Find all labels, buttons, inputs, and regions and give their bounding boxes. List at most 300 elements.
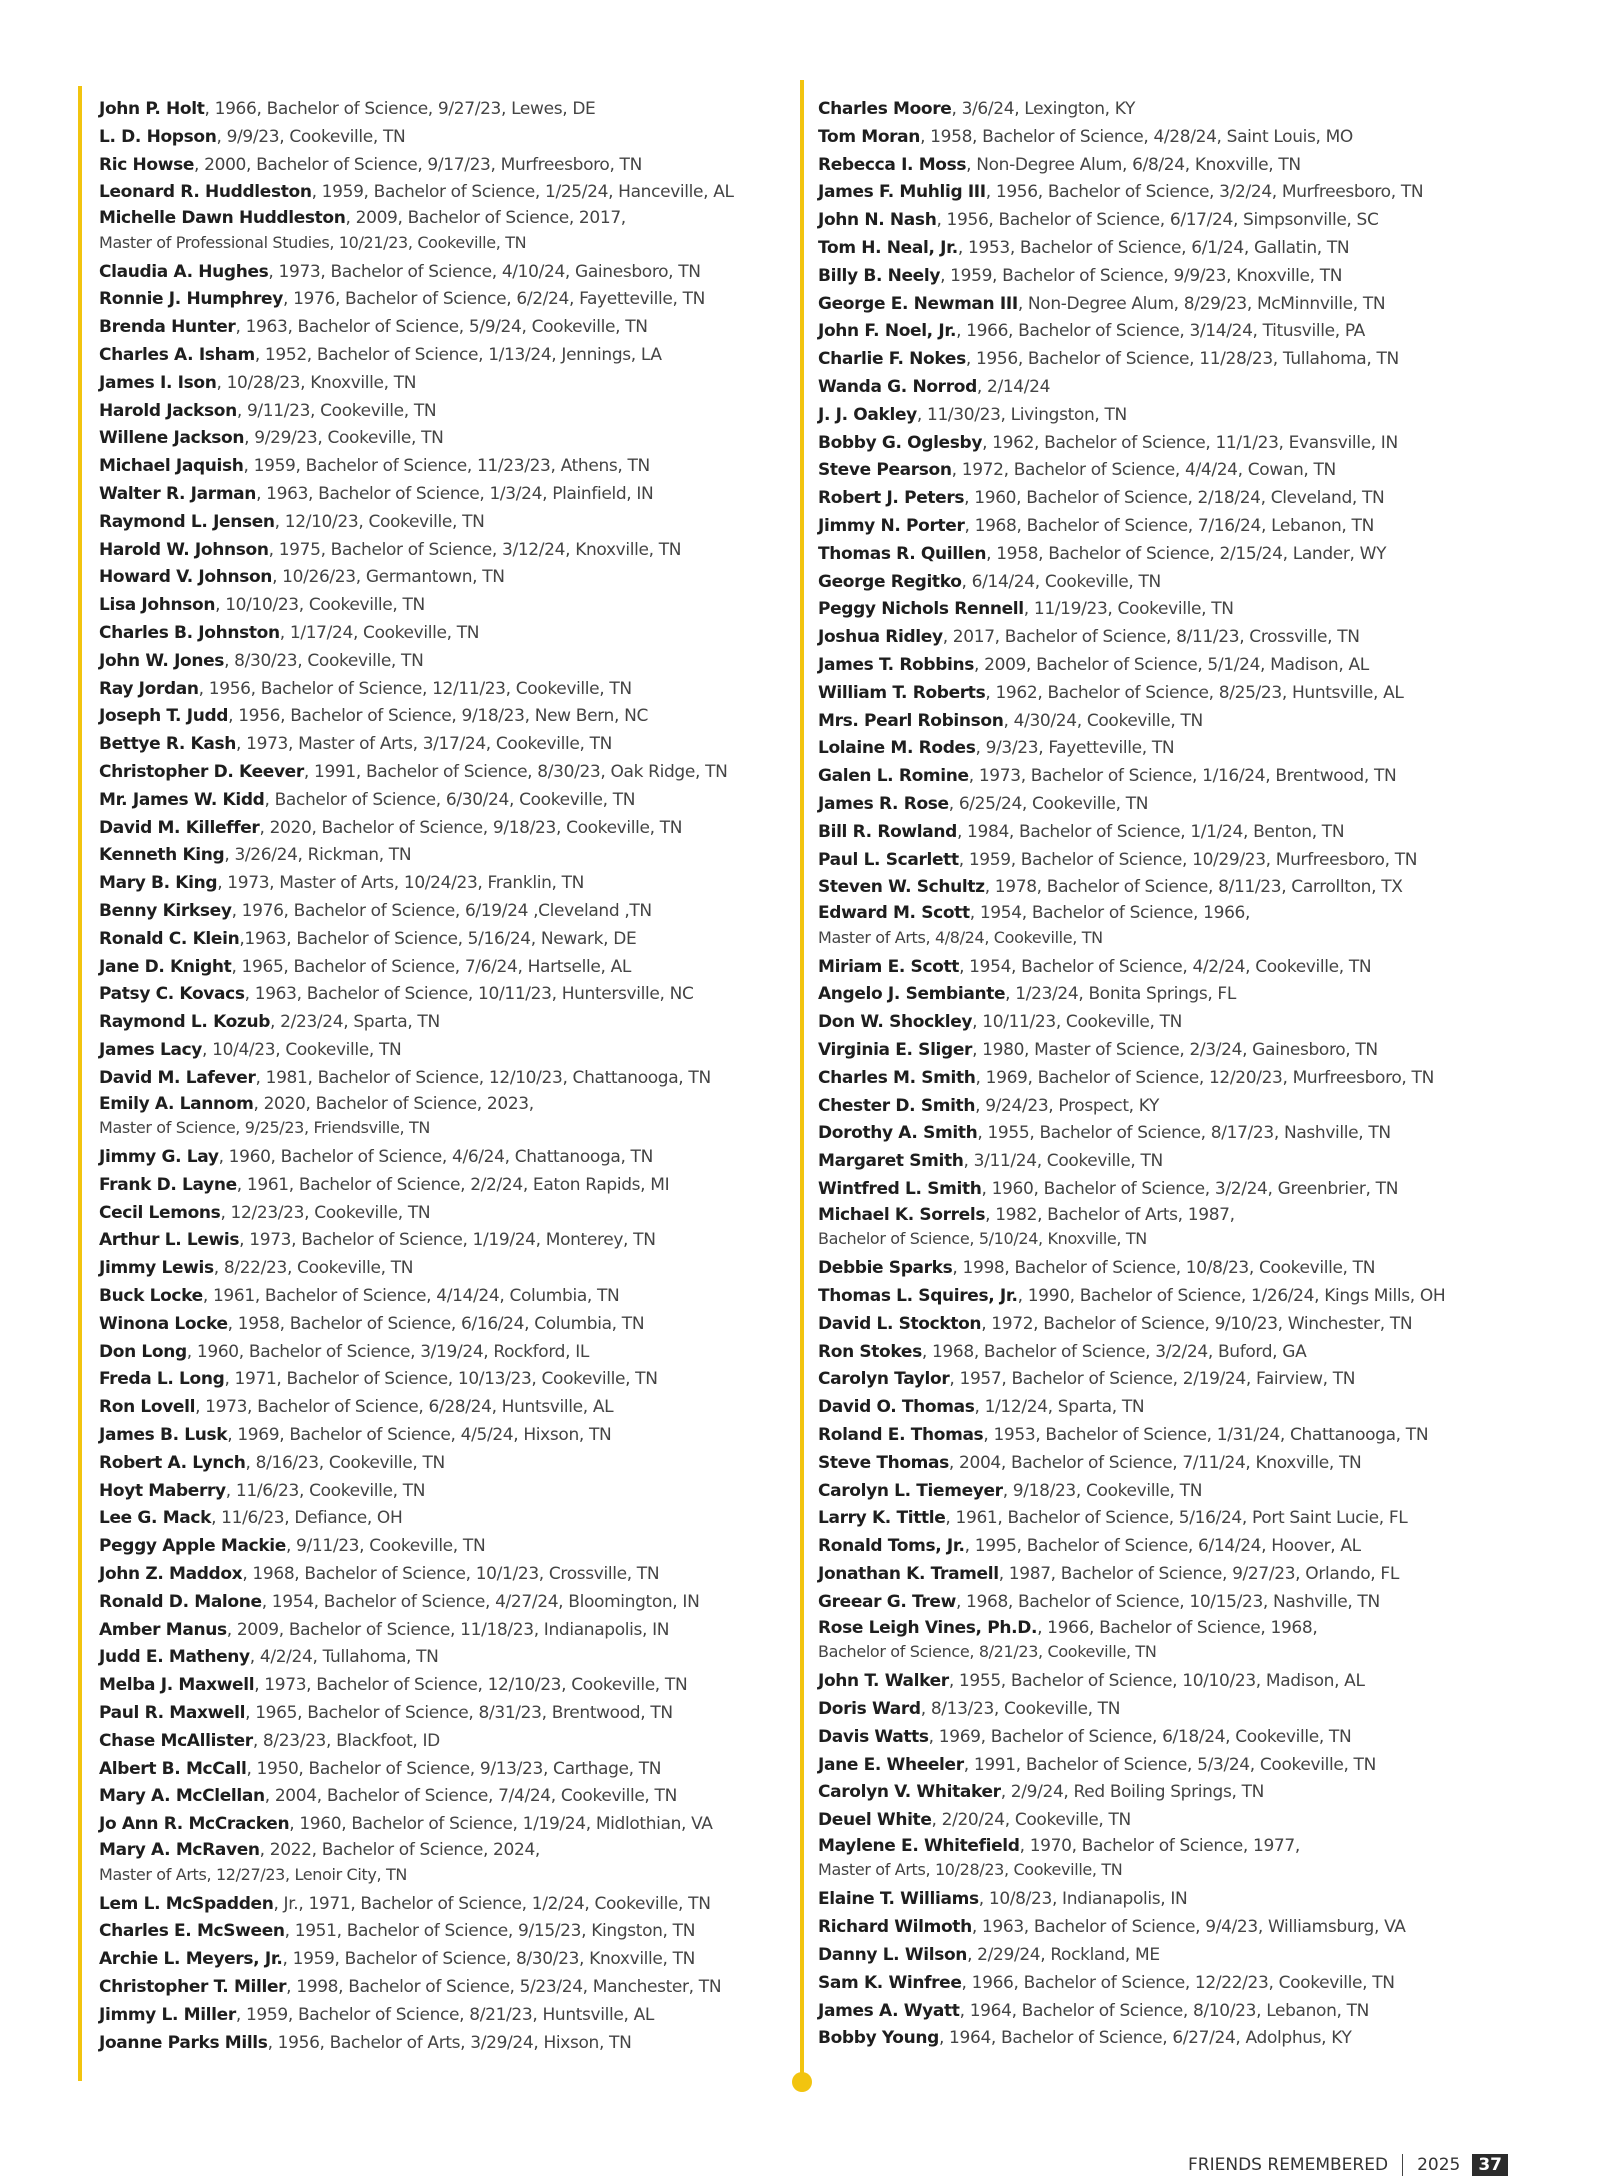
entry-name: Mr. James W. Kidd xyxy=(99,789,265,810)
obituary-entry xyxy=(99,453,789,481)
obituary-entry xyxy=(818,708,1438,736)
obituary-entry xyxy=(818,1283,1446,1311)
entry-detail: , 10/8/23, Indianapolis, IN xyxy=(978,1889,1188,1910)
entry-detail: , 11/6/23, Cookeville, TN xyxy=(225,1480,426,1501)
entry-name: L. D. Hopson xyxy=(99,126,217,147)
entry-detail: , 1952, Bachelor of Science, 1/13/24, Jennings, LA xyxy=(254,345,662,366)
entry-detail: , 1954, Bachelor of Science, 4/27/24, Bloomington, IN xyxy=(261,1591,700,1612)
entry-name: Davis Watts xyxy=(818,1726,929,1747)
obituary-entry xyxy=(99,286,789,314)
entry-detail: , 4/2/24, Tullahoma, TN xyxy=(249,1647,439,1668)
entry-name: Deuel White xyxy=(818,1810,932,1831)
entry-detail: , 6/25/24, Cookeville, TN xyxy=(948,793,1149,814)
entry-detail: , 1958, Bachelor of Science, 4/28/24, Saint Louis, MO xyxy=(920,126,1353,147)
entry-name: Bobby G. Oglesby xyxy=(818,432,983,453)
entry-name: Charles Moore xyxy=(818,99,952,119)
entry-name: Christopher D. Keever xyxy=(99,762,304,783)
entry-detail: , 1960, Bachelor of Science, 4/6/24, Chattanooga, TN xyxy=(218,1147,653,1168)
entry-name: Don Long xyxy=(99,1341,187,1362)
entry-name: James Lacy xyxy=(99,1040,203,1060)
entry-detail: , 1973, Master of Arts, 3/17/24, Cookeville, TN xyxy=(236,734,612,755)
obituary-entry xyxy=(818,1366,1438,1394)
entry-detail: , 1956, Bachelor of Science, 12/11/23, Cookeville, TN xyxy=(198,678,632,699)
entry-name: Rose Leigh Vines, Ph.D. xyxy=(818,1617,1038,1638)
obituary-entry xyxy=(818,1204,1438,1256)
right-column xyxy=(818,96,1446,2053)
entry-detail: , 1978, Bachelor of Science, 8/11/23, Carrollton, TX xyxy=(984,877,1403,898)
obituary-entry xyxy=(818,1339,1438,1367)
obituary-entry xyxy=(818,1533,1438,1561)
obituary-entry xyxy=(99,1974,789,2002)
entry-name: Steven W. Schultz xyxy=(818,877,985,898)
entry-name: Charles B. Johnston xyxy=(99,623,280,644)
entry-detail-continued: Master of Science, 9/25/23, Friendsville, TN xyxy=(99,1118,430,1138)
obituary-entry xyxy=(818,1998,1438,2026)
obituary-entry xyxy=(818,1942,1438,1970)
entry-name: Lem L. McSpadden xyxy=(99,1893,274,1914)
entry-name: James F. Muhlig III xyxy=(818,182,986,203)
entry-name: Debbie Sparks xyxy=(818,1258,953,1279)
obituary-entry xyxy=(818,2025,1438,2053)
entry-name: Chase McAllister xyxy=(99,1730,253,1751)
entry-detail: , 1998, Bachelor of Science, 10/8/23, Cookeville, TN xyxy=(952,1258,1376,1279)
obituary-entry xyxy=(99,648,789,676)
entry-detail: , 1959, Bachelor of Science, 9/9/23, Knoxville, TN xyxy=(940,265,1343,286)
entry-detail: , Jr., 1971, Bachelor of Science, 1/2/24, Cookeville, TN xyxy=(273,1893,711,1914)
entry-name: Virginia E. Sliger xyxy=(818,1040,973,1060)
entry-detail: , 10/4/23, Cookeville, TN xyxy=(202,1040,402,1060)
entry-detail: , 2017, Bachelor of Science, 8/11/23, Crossville, TN xyxy=(942,627,1360,648)
obituary-entry xyxy=(818,735,1438,763)
obituary-entry xyxy=(818,513,1438,541)
entry-detail: , 8/13/23, Cookeville, TN xyxy=(920,1698,1121,1719)
entry-name: Raymond L. Kozub xyxy=(99,1012,271,1033)
obituary-entry xyxy=(99,1311,789,1339)
entry-name: Galen L. Romine xyxy=(818,766,969,787)
entry-detail: , Non-Degree Alum, 8/29/23, McMinnville, TN xyxy=(1017,293,1386,314)
entry-name: Jimmy N. Porter xyxy=(818,515,965,536)
entry-name: Ronald C. Klein xyxy=(99,928,240,949)
footer-divider xyxy=(1402,2154,1403,2176)
entry-name: Ray Jordan xyxy=(99,678,199,699)
obituary-entry xyxy=(99,1700,789,1728)
obituary-entry xyxy=(99,564,789,592)
entry-name: James A. Wyatt xyxy=(818,2000,960,2021)
entry-detail: , 6/14/24, Cookeville, TN xyxy=(961,571,1161,592)
obituary-entry xyxy=(99,620,789,648)
entry-name: Ronald Toms, Jr. xyxy=(818,1536,965,1557)
obituary-entry xyxy=(99,842,789,870)
entry-name: John F. Noel, Jr. xyxy=(818,321,957,342)
obituary-entry xyxy=(99,2030,789,2058)
entry-name: James B. Lusk xyxy=(99,1425,228,1446)
obituary-entry xyxy=(99,1172,789,1200)
entry-detail: , 1973, Bachelor of Science, 1/19/24, Monterey, TN xyxy=(239,1230,656,1251)
page-number: 37 xyxy=(1472,2154,1508,2176)
obituary-entry xyxy=(99,898,789,926)
entry-name: Christopher T. Miller xyxy=(99,1976,287,1997)
obituary-entry xyxy=(818,430,1438,458)
entry-detail: , 1963, Bachelor of Science, 9/4/23, Williamsburg, VA xyxy=(971,1917,1406,1938)
obituary-entry xyxy=(818,1148,1438,1176)
entry-detail: , 1970, Bachelor of Science, 1977, xyxy=(1019,1835,1300,1856)
obituary-entry xyxy=(818,1668,1438,1696)
entry-detail: , 1956, Bachelor of Science, 6/17/24, Simpsonville, SC xyxy=(936,210,1379,231)
obituary-entry xyxy=(99,509,789,537)
entry-detail: , 9/11/23, Cookeville, TN xyxy=(236,400,437,421)
obituary-entry xyxy=(99,1144,789,1172)
entry-name: Charles M. Smith xyxy=(818,1067,976,1088)
entry-name: Michael K. Sorrels xyxy=(818,1204,986,1225)
entry-detail: , 1990, Bachelor of Science, 1/26/24, Kings Mills, OH xyxy=(1017,1286,1446,1307)
entry-detail: , 1976, Bachelor of Science, 6/19/24 ,Cleveland ,TN xyxy=(231,901,652,922)
obituary-entry xyxy=(818,819,1438,847)
entry-name: Jonathan K. Tramell xyxy=(818,1564,999,1585)
obituary-entry xyxy=(818,1422,1438,1450)
left-accent-rule xyxy=(78,86,82,2081)
entry-detail: , 1955, Bachelor of Science, 10/10/23, Madison, AL xyxy=(948,1671,1365,1692)
entry-detail: , 1954, Bachelor of Science, 4/2/24, Cookeville, TN xyxy=(959,956,1372,977)
entry-name: Kenneth King xyxy=(99,845,225,866)
entry-name: Mary B. King xyxy=(99,873,218,894)
entry-name: John Z. Maddox xyxy=(99,1564,243,1585)
obituary-entry xyxy=(99,152,789,180)
obituary-entry xyxy=(99,1891,789,1919)
entry-name: Harold Jackson xyxy=(99,400,237,421)
entry-name: Patsy C. Kovacs xyxy=(99,984,245,1005)
entry-name: David M. Killeffer xyxy=(99,817,260,838)
obituary-entry xyxy=(99,1589,789,1617)
entry-name: Miriam E. Scott xyxy=(818,956,960,977)
entry-detail: , 2022, Bachelor of Science, 2024, xyxy=(259,1840,540,1861)
entry-detail-continued: Master of Professional Studies, 10/21/23, Cookeville, TN xyxy=(99,232,527,252)
entry-detail: , 2/20/24, Cookeville, TN xyxy=(931,1810,1131,1831)
entry-detail: , 1963, Bachelor of Science, 5/9/24, Cookeville, TN xyxy=(235,317,648,338)
obituary-entry xyxy=(818,263,1438,291)
entry-detail: , 1968, Bachelor of Science, 7/16/24, Lebanon, TN xyxy=(964,515,1374,536)
obituary-entry xyxy=(99,1946,789,1974)
entry-name: Angelo J. Sembiante xyxy=(818,984,1006,1005)
obituary-entry xyxy=(818,541,1438,569)
obituary-entry xyxy=(99,1283,789,1311)
entry-detail: , 12/10/23, Cookeville, TN xyxy=(274,511,485,532)
entry-detail-continued: Master of Arts, 10/28/23, Cookeville, TN xyxy=(818,1860,1123,1880)
entry-name: Jane D. Knight xyxy=(99,956,232,977)
entry-name: Roland E. Thomas xyxy=(818,1425,984,1446)
entry-detail: , 1956, Bachelor of Science, 11/28/23, Tullahoma, TN xyxy=(965,349,1399,370)
obituary-entry xyxy=(99,1811,789,1839)
obituary-entry xyxy=(818,1311,1438,1339)
obituary-entry xyxy=(99,1644,789,1672)
entry-name: Richard Wilmoth xyxy=(818,1917,972,1938)
entry-detail: , 1958, Bachelor of Science, 6/16/24, Columbia, TN xyxy=(227,1313,645,1334)
entry-name: Buck Locke xyxy=(99,1286,203,1307)
obituary-entry xyxy=(818,763,1438,791)
entry-name: Freda L. Long xyxy=(99,1369,225,1390)
entry-name: Michael Jaquish xyxy=(99,456,244,477)
obituary-entry xyxy=(818,402,1438,430)
obituary-entry xyxy=(818,1176,1438,1204)
obituary-entry xyxy=(99,537,789,565)
entry-detail: , 9/11/23, Cookeville, TN xyxy=(285,1536,486,1557)
entry-detail: , 1964, Bachelor of Science, 6/27/24, Adolphus, KY xyxy=(938,2028,1352,2049)
entry-detail: , 1981, Bachelor of Science, 12/10/23, Chattanooga, TN xyxy=(255,1067,711,1088)
obituary-entry xyxy=(99,179,789,207)
entry-detail: , 1960, Bachelor of Science, 2/18/24, Cleveland, TN xyxy=(964,488,1385,509)
entry-detail: , 1959, Bachelor of Science, 10/29/23, Murfreesboro, TN xyxy=(958,849,1418,870)
entry-detail: , 1968, Bachelor of Science, 10/15/23, Nashville, TN xyxy=(955,1591,1380,1612)
entry-name: Peggy Apple Mackie xyxy=(99,1536,286,1557)
obituary-entry xyxy=(99,676,789,704)
entry-name: Sam K. Winfree xyxy=(818,1972,962,1993)
entry-name: Greear G. Trew xyxy=(818,1591,956,1612)
obituary-entry xyxy=(99,1918,789,1946)
obituary-entry xyxy=(818,1037,1438,1065)
entry-name: George E. Newman III xyxy=(818,293,1018,314)
entry-detail: , 1973, Master of Arts, 10/24/23, Franklin, TN xyxy=(217,873,585,894)
obituary-entry xyxy=(99,370,789,398)
obituary-entry xyxy=(99,759,789,787)
obituary-entry xyxy=(99,481,789,509)
entry-name: David M. Lafever xyxy=(99,1067,256,1088)
entry-detail: , 1959, Bachelor of Science, 8/30/23, Knoxville, TN xyxy=(282,1949,696,1970)
obituary-entry xyxy=(818,457,1438,485)
obituary-entry xyxy=(818,1561,1438,1589)
entry-detail: , 2004, Bachelor of Science, 7/11/24, Knoxville, TN xyxy=(948,1452,1362,1473)
entry-detail: , 2020, Bachelor of Science, 2023, xyxy=(253,1093,534,1114)
entry-detail: , 8/30/23, Cookeville, TN xyxy=(224,650,424,671)
obituary-entry xyxy=(818,1886,1438,1914)
entry-name: Mrs. Pearl Robinson xyxy=(818,710,1004,731)
entry-name: Larry K. Tittle xyxy=(818,1508,946,1529)
obituary-entry xyxy=(99,1339,789,1367)
obituary-entry xyxy=(99,1009,789,1037)
entry-detail: , 1973, Bachelor of Science, 12/10/23, Cookeville, TN xyxy=(254,1675,688,1696)
entry-name: Maylene E. Whitefield xyxy=(818,1835,1020,1856)
entry-name: Melba J. Maxwell xyxy=(99,1675,255,1696)
entry-detail: , 1966, Bachelor of Science, 12/22/23, Cookeville, TN xyxy=(961,1972,1395,1993)
entry-detail: , 3/11/24, Cookeville, TN xyxy=(963,1151,1163,1172)
entry-detail: , 1966, Bachelor of Science, 9/27/23, Lewes, DE xyxy=(204,99,596,119)
obituary-entry xyxy=(99,703,789,731)
entry-name: David L. Stockton xyxy=(818,1313,982,1334)
entry-detail: , 9/3/23, Fayetteville, TN xyxy=(975,738,1175,759)
entry-detail: , 1973, Bachelor of Science, 6/28/24, Huntsville, AL xyxy=(195,1397,614,1418)
entry-detail: , 1954, Bachelor of Science, 1966, xyxy=(969,903,1251,924)
entry-name: Jimmy L. Miller xyxy=(99,2004,236,2025)
entry-detail: , 1969, Bachelor of Science, 4/5/24, Hixson, TN xyxy=(227,1425,612,1446)
obituary-entry xyxy=(818,96,1438,124)
entry-detail: , 1964, Bachelor of Science, 8/10/23, Lebanon, TN xyxy=(959,2000,1370,2021)
obituary-entry xyxy=(99,1065,789,1093)
obituary-entry xyxy=(99,425,789,453)
entry-name: Paul L. Scarlett xyxy=(818,849,959,870)
entry-detail: , 1969, Bachelor of Science, 6/18/24, Cookeville, TN xyxy=(928,1726,1352,1747)
obituary-entry xyxy=(818,1914,1438,1942)
obituary-entry xyxy=(818,152,1438,180)
entry-detail: , 1987, Bachelor of Science, 9/27/23, Orlando, FL xyxy=(998,1564,1399,1585)
obituary-entry xyxy=(99,1756,789,1784)
entry-name: Emily A. Lannom xyxy=(99,1093,254,1114)
obituary-entry xyxy=(818,902,1438,954)
entry-name: Ronald D. Malone xyxy=(99,1591,262,1612)
obituary-entry xyxy=(99,124,789,152)
entry-name: Benny Kirksey xyxy=(99,901,232,922)
entry-name: Lee G. Mack xyxy=(99,1508,212,1529)
entry-detail-continued: Bachelor of Science, 5/10/24, Knoxville, TN xyxy=(818,1229,1147,1249)
entry-detail: , 1/23/24, Bonita Springs, FL xyxy=(1005,984,1236,1005)
obituary-entry xyxy=(99,1227,789,1255)
entry-detail: , 8/23/23, Blackfoot, ID xyxy=(252,1730,440,1751)
entry-detail: , 1972, Bachelor of Science, 4/4/24, Cowan, TN xyxy=(951,460,1336,481)
entry-detail: , 1953, Bachelor of Science, 6/1/24, Gallatin, TN xyxy=(957,237,1350,258)
entry-detail-continued: Bachelor of Science, 8/21/23, Cookeville, TN xyxy=(818,1642,1157,1662)
obituary-entry xyxy=(99,592,789,620)
entry-name: Judd E. Matheny xyxy=(99,1647,250,1668)
obituary-entry xyxy=(99,314,789,342)
obituary-entry xyxy=(818,1617,1438,1669)
obituary-entry xyxy=(99,1672,789,1700)
entry-detail: , 9/29/23, Cookeville, TN xyxy=(244,428,444,449)
entry-name: Jo Ann R. McCracken xyxy=(99,1814,290,1835)
entry-name: Steve Pearson xyxy=(818,460,952,481)
entry-name: Brenda Hunter xyxy=(99,317,236,338)
obituary-entry xyxy=(818,652,1438,680)
obituary-entry xyxy=(818,1065,1438,1093)
entry-detail: , 4/30/24, Cookeville, TN xyxy=(1003,710,1203,731)
page-footer xyxy=(1188,2154,1508,2176)
accent-dot xyxy=(792,2072,812,2092)
entry-detail: , 1965, Bachelor of Science, 7/6/24, Hartselle, AL xyxy=(231,956,632,977)
entry-detail: , 1951, Bachelor of Science, 9/15/23, Kingston, TN xyxy=(284,1921,696,1942)
entry-name: Michelle Dawn Huddleston xyxy=(99,208,346,229)
entry-detail: , 1995, Bachelor of Science, 6/14/24, Hoover, AL xyxy=(964,1536,1361,1557)
entry-detail: , 11/19/23, Cookeville, TN xyxy=(1023,599,1234,620)
obituary-entry xyxy=(818,791,1438,819)
obituary-entry xyxy=(818,1752,1438,1780)
entry-name: Jane E. Wheeler xyxy=(818,1754,964,1775)
entry-name: Charles E. McSween xyxy=(99,1921,285,1942)
entry-detail: , 2/29/24, Rockland, ME xyxy=(967,1945,1160,1966)
entry-detail: , 1973, Bachelor of Science, 4/10/24, Gainesboro, TN xyxy=(268,261,701,282)
entry-detail: , Non-Degree Alum, 6/8/24, Knoxville, TN xyxy=(966,154,1301,175)
entry-detail: , 8/22/23, Cookeville, TN xyxy=(213,1258,414,1279)
entry-detail: , 10/26/23, Germantown, TN xyxy=(272,567,505,588)
entry-name: David O. Thomas xyxy=(818,1397,975,1418)
entry-detail: , 1962, Bachelor of Science, 8/25/23, Huntsville, AL xyxy=(985,682,1404,703)
entry-detail: , 1973, Bachelor of Science, 1/16/24, Brentwood, TN xyxy=(968,766,1397,787)
entry-name: James T. Robbins xyxy=(818,654,975,675)
obituary-entry xyxy=(818,874,1438,902)
entry-name: Peggy Nichols Rennell xyxy=(818,599,1024,620)
entry-name: Archie L. Meyers, Jr. xyxy=(99,1949,283,1970)
entry-detail: , 1963, Bachelor of Science, 10/11/23, Huntersville, NC xyxy=(244,984,694,1005)
entry-name: Wanda G. Norrod xyxy=(818,376,977,397)
entry-detail: , 1962, Bachelor of Science, 11/1/23, Evansville, IN xyxy=(982,432,1398,453)
entry-name: Charlie F. Nokes xyxy=(818,349,966,370)
entry-detail: , 3/6/24, Lexington, KY xyxy=(951,99,1136,119)
obituary-entry xyxy=(818,1696,1438,1724)
entry-name: Ric Howse xyxy=(99,154,195,175)
entry-name: Ron Lovell xyxy=(99,1397,196,1418)
obituary-entry xyxy=(99,1533,789,1561)
entry-detail: , 9/24/23, Prospect, KY xyxy=(975,1095,1160,1116)
entry-detail: , 2020, Bachelor of Science, 9/18/23, Cookeville, TN xyxy=(259,817,683,838)
entry-name: Thomas L. Squires, Jr. xyxy=(818,1286,1018,1307)
entry-name: Charles A. Isham xyxy=(99,345,255,366)
entry-detail: , 1969, Bachelor of Science, 12/20/23, Murfreesboro, TN xyxy=(975,1067,1434,1088)
right-accent-rule xyxy=(800,80,804,2078)
entry-detail: , 1980, Master of Science, 2/3/24, Gainesboro, TN xyxy=(972,1040,1378,1060)
entry-detail: , 8/16/23, Cookeville, TN xyxy=(245,1452,445,1473)
entry-name: Elaine T. Williams xyxy=(818,1889,979,1910)
entry-detail: , 1953, Bachelor of Science, 1/31/24, Chattanooga, TN xyxy=(983,1425,1429,1446)
entry-detail: , 1/17/24, Cookeville, TN xyxy=(279,623,480,644)
entry-detail: , 1982, Bachelor of Arts, 1987, xyxy=(985,1204,1235,1225)
entry-detail: , 1959, Bachelor of Science, 1/25/24, Hanceville, AL xyxy=(311,182,734,203)
entry-detail: , 1956, Bachelor of Arts, 3/29/24, Hixson, TN xyxy=(267,2032,632,2053)
entry-name: Tom H. Neal, Jr. xyxy=(818,237,958,258)
obituary-entry xyxy=(99,1561,789,1589)
entry-detail: , 11/30/23, Livingston, TN xyxy=(916,404,1127,425)
obituary-entry xyxy=(99,815,789,843)
entry-name: Mary A. McRaven xyxy=(99,1840,260,1861)
entry-detail: , 1968, Bachelor of Science, 10/1/23, Crossville, TN xyxy=(242,1564,660,1585)
left-column xyxy=(99,96,789,2057)
entry-detail: , 1966, Bachelor of Science, 3/14/24, Titusville, PA xyxy=(956,321,1365,342)
obituary-entry xyxy=(818,1255,1438,1283)
obituary-entry xyxy=(99,1200,789,1228)
obituary-entry xyxy=(99,1728,789,1756)
entry-name: Winona Locke xyxy=(99,1313,228,1334)
entry-detail: , 1976, Bachelor of Science, 6/2/24, Fayetteville, TN xyxy=(282,289,706,310)
entry-name: Bill R. Rowland xyxy=(818,821,957,842)
entry-name: Howard V. Johnson xyxy=(99,567,273,588)
entry-detail: , 1961, Bachelor of Science, 2/2/24, Eaton Rapids, MI xyxy=(236,1174,670,1195)
entry-name: James R. Rose xyxy=(818,793,949,814)
entry-name: Joseph T. Judd xyxy=(99,706,229,727)
entry-name: Doris Ward xyxy=(818,1698,921,1719)
obituary-entry xyxy=(99,1093,789,1145)
entry-detail: , Bachelor of Science, 6/30/24, Cookeville, TN xyxy=(264,789,636,810)
entry-detail: , 1956, Bachelor of Science, 9/18/23, New Bern, NC xyxy=(228,706,648,727)
entry-name: Leonard R. Huddleston xyxy=(99,182,312,203)
obituary-entry xyxy=(99,1450,789,1478)
entry-name: Jimmy G. Lay xyxy=(99,1147,219,1168)
entry-name: Bettye R. Kash xyxy=(99,734,237,755)
obituary-entry xyxy=(818,981,1438,1009)
entry-name: Walter R. Jarman xyxy=(99,484,257,505)
entry-name: John N. Nash xyxy=(818,210,937,231)
obituary-entry xyxy=(99,96,789,124)
entry-name: Steve Thomas xyxy=(818,1452,949,1473)
entry-name: Rebecca I. Moss xyxy=(818,154,967,175)
entry-detail: , 2000, Bachelor of Science, 9/17/23, Murfreesboro, TN xyxy=(194,154,642,175)
entry-name: Margaret Smith xyxy=(818,1151,964,1172)
obituary-entry xyxy=(99,342,789,370)
entry-name: Chester D. Smith xyxy=(818,1095,976,1116)
obituary-entry xyxy=(99,1037,789,1065)
obituary-entry xyxy=(99,259,789,287)
entry-name: Harold W. Johnson xyxy=(99,539,269,560)
entry-name: Claudia A. Hughes xyxy=(99,261,269,282)
entry-name: Bobby Young xyxy=(818,2028,939,2049)
entry-name: Frank D. Layne xyxy=(99,1174,237,1195)
entry-detail: , 9/9/23, Cookeville, TN xyxy=(216,126,406,147)
entry-name: Carolyn Taylor xyxy=(818,1369,950,1390)
entry-detail: , 1984, Bachelor of Science, 1/1/24, Benton, TN xyxy=(956,821,1345,842)
entry-name: Willene Jackson xyxy=(99,428,245,449)
